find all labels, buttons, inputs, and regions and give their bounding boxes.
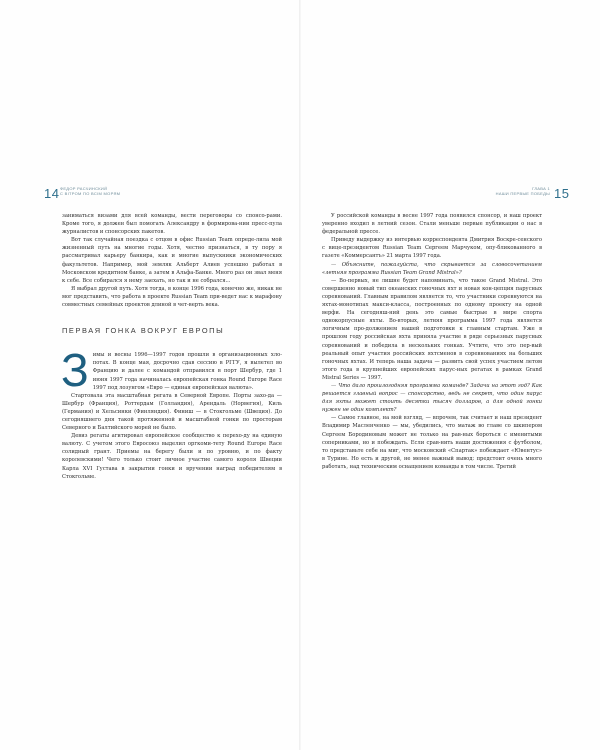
gutter — [299, 0, 301, 750]
left-text-column — [62, 212, 282, 481]
right-text-column — [322, 212, 542, 471]
running-head-book-title: С ВІТРОМ ПО ВСІМ МОРЯМ — [60, 191, 121, 196]
paragraph: заниматься визами для всей команды, вести переговоры со спонсо-рами. Кроме того, я должен был помогать Александру в формирова-нии пресс-пула журналистов и спонсорских пакетов. — [62, 213, 282, 236]
interview-question: — Объясните, пожалуйста, что скрывается за словосочетанием «летняя программа Russian Team Grand Mistral»? — [322, 261, 542, 276]
running-head-chapter: ГЛАВА 1 — [532, 186, 550, 191]
interview-answer: — Самое главное, на мой взгляд, — впрочем, так считает и наш президент Владимир Масленченко — мы, убедились, что матаж во главе со шкипером Сергеем Бородиновым может не только на рав-ных бороться с именитыми соперниками, но и побеждать. Если срав-нить наши достижения с футболом, то представьте себе на миг, что московский «Спартак» побеждает «Ювентус» в Турине. Но есть и другой, не менее важный вывод: предстоит очень много работать, над техническим оснащением команды в том числе. Третий — [322, 415, 542, 470]
right-page-number: 15 — [554, 186, 570, 201]
dropcap-paragraph — [61, 344, 282, 397]
paragraph: Я выбрал другой путь. Хотя тогда, в конце 1996 года, конечно же, никак не мог представить, что работа в проекте Russian Team при-ведет нас к марафону совместных семейных проектов длиной в чет-верть века. — [62, 285, 282, 309]
paragraph: У российской команды в весне 1997 года появился спонсор, и наш проект уверенно входил в летний сезон. Стали меньше первые публикации о нас в федеральной прессе. — [322, 213, 542, 236]
running-head-author: ФЕДОР РАСЧИНСКИЙ — [60, 186, 108, 191]
paragraph: Вот так случайная поездка с отцом в офис Russian Team опреде-лила мой жизненный путь на многие годы. Хотя, честно признаться, в ту пору я рассматривал карьеру банкира, как и многие выпускники экономических факультетов. Например, мой земляк Альберт Алиев успешно работал в Московском кредитном банке, а затем в Альфа-Банке. Много раз он звал меня к себе. Все собирался я нему заехать, но так и не собрался... — [62, 237, 282, 284]
left-page-number: 14 — [44, 186, 60, 201]
interview-question: — Что дало прошлогодняя программа команде? Задачи на этот год? Как решается главный вопрос — спонсорство, ведь не секрет, что один парус для яхты может стоить десятки тысяч долларов, а для одной гонки нужен не один комплект? — [322, 382, 542, 414]
right-running-head — [496, 186, 550, 196]
paragraph: Приведу выдержку из интервью корреспондента Дмитрия Воскре-сенского с вице-президентом Russian Team Сергеем Марчуком, опу-бликованного в газете «Коммерсантъ» 21 марта 1997 года. — [322, 237, 542, 260]
left-running-head — [60, 186, 120, 196]
dropcap-letter: З — [61, 344, 89, 397]
section-heading: ПЕРВАЯ ГОНКА ВОКРУГ ЕВРОПЫ — [62, 326, 225, 336]
interview-answer: — Во-первых, не лишне будет напоминать, что такое Grand Mistral. Это совершенно новый тип океанских гоночных яхт и новая кон-цепция парусных соревнований. Главным правилом является то, что участники соревнуются на яхтах-монотипах макси-класса, построенных по одному проекту на одной верфи. На сегодняш-ний день это самые быстрые в мире спорта однокорпусные яхты. Во-вторых, летняя программа 1997 года является логичным про-должением нашей подготовки к главным стартам. Уже в прошлом году российская яхта приняла участие в ряде серьезных парусных соревнований и победила в нескольких гонках. Учтите, что это пер-вый реальный опыт участия российских яхтсменов в соревнованиях на больших гоночных яхтах. И теперь наша задача — развить свой успех участием летом этого года в крупнейших европейских парус-ных регатах в рамках Grand Mistral Series — 1997. — [322, 277, 542, 381]
running-head-chapter-title: НАШИ ПЕРВЫЕ ПОБЕДЫ — [495, 191, 550, 196]
paragraph: имы и весны 1996—1997 годов прошли в организационных хло-потах. В конце мая, досрочно сдав сессию в РГГУ, я вылетел во Францию и далее с командой отправился в порт Шербур, где 1 июня 1997 года начиналась европейская гонка Round Europe Race 1997 под лозунгом «Евро — единая европейская валюта». — [92, 352, 282, 391]
paragraph: Девиз регаты агитировал европейское сообщество к перехо-ду на единую валюту. С учетом этого Евросоюз выделил оргкоми-тету Round Europe Race солидный грант. Приемы на берегу были и по уровню, и по факту королевскими! Чего только стоит личное участие самого короля Швеции Карла XVI Густава в закрытии гонки и вручении наград победителям в Стокгольме. — [62, 433, 282, 480]
paragraph: Стартовала эта масштабная регата в Северной Европе. Порты захо-да — Шербур (Франция), Роттердам (Голландия), Арендаль (Норвегия), Киль (Германия) и Хельсинки (Финляндия). Финиш — в Стокгольме (Швеция). До сегодняшнего дня такой протяженной и масштабной гонки по просторам Северного и Балтийского морей не было. — [62, 392, 282, 432]
